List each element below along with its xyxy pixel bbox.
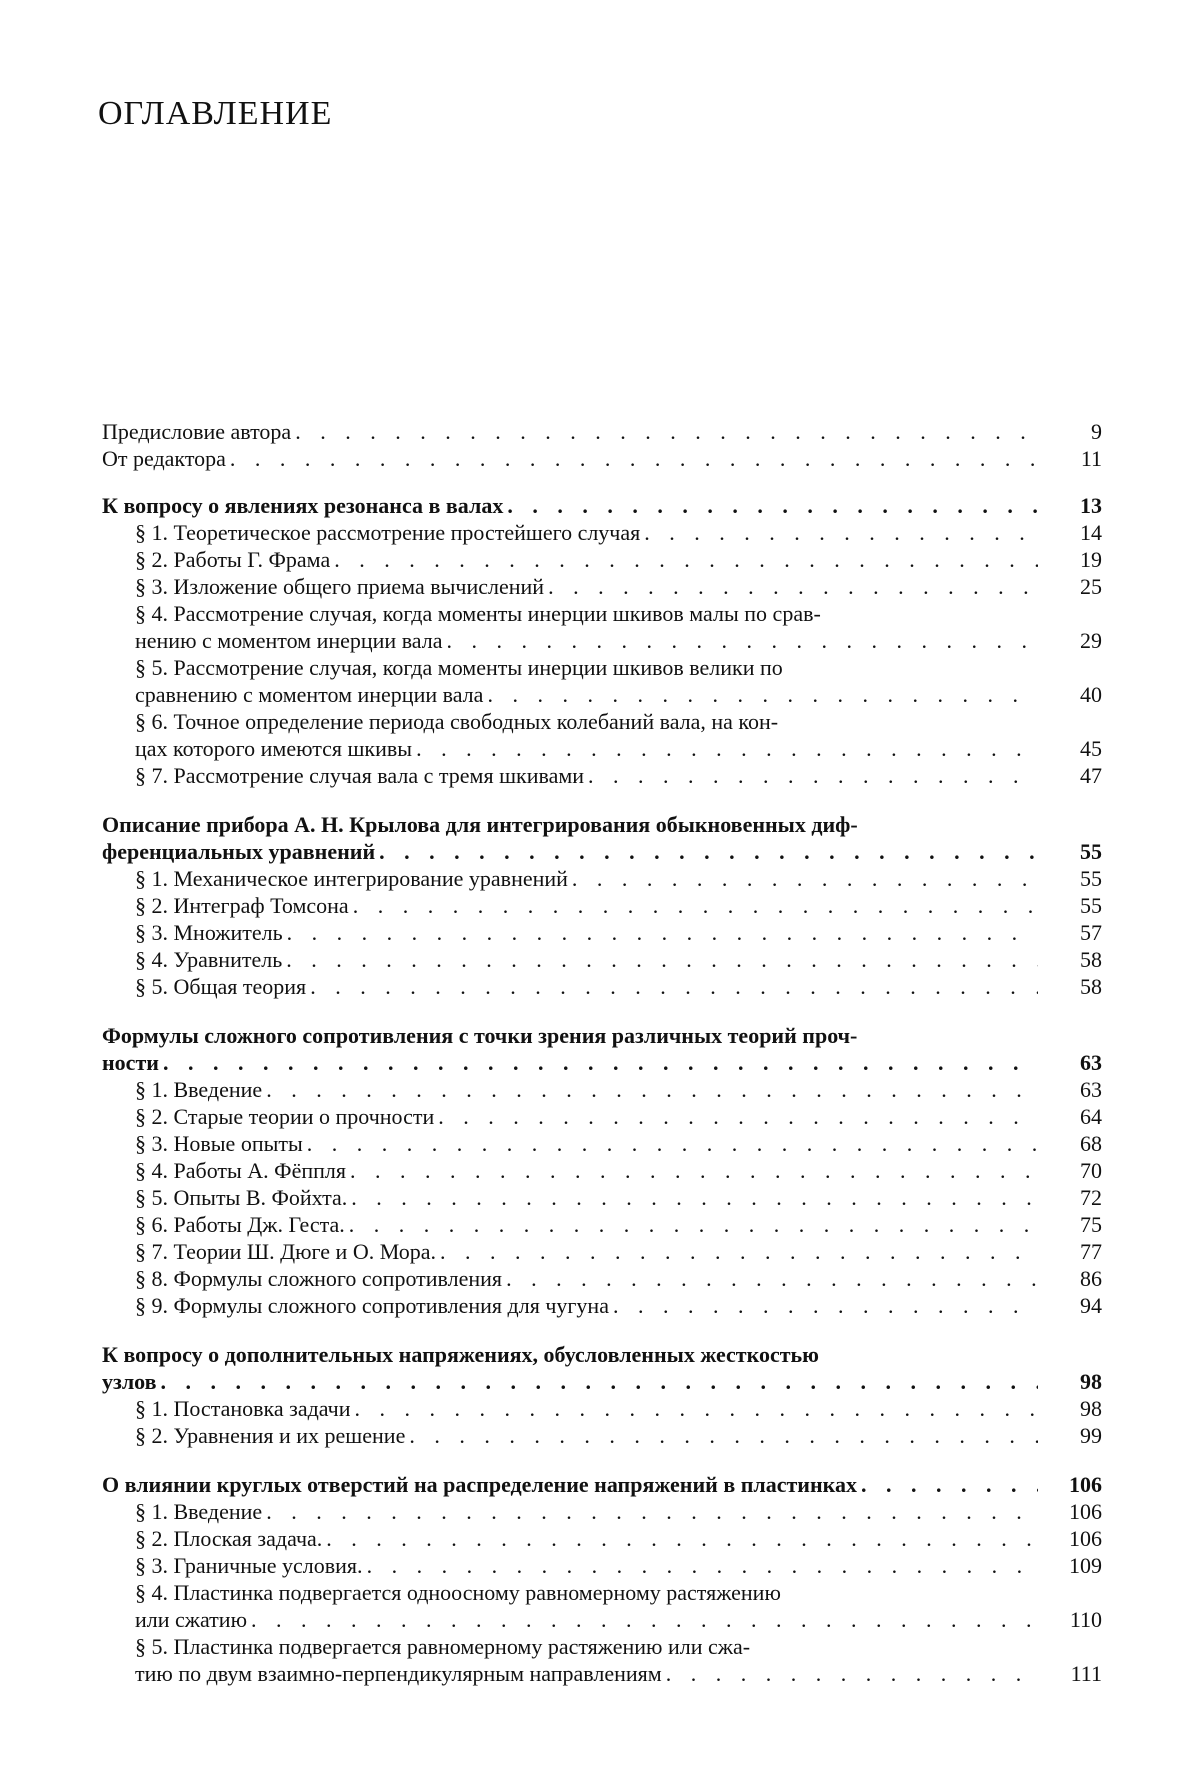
section-entry [102, 519, 1102, 546]
page-number: 47 [1080, 763, 1102, 788]
section-entry [102, 1238, 1102, 1265]
dot-leader [506, 1265, 1038, 1292]
entry-title: § 1. Введение [135, 1499, 263, 1524]
entry-last-line [102, 838, 1102, 865]
dot-leader [367, 1552, 1038, 1579]
entry-title-line: § 4. Пластинка подвергается одноосному равномерному растяжению [135, 1580, 781, 1605]
dot-leader [326, 1525, 1038, 1552]
section-entry [102, 1525, 1102, 1552]
entry-last-line [135, 735, 1102, 762]
chapter-entry [102, 1341, 1102, 1395]
entry-last-line [102, 1368, 1102, 1395]
dot-leader [588, 762, 1038, 789]
dot-leader [286, 946, 1038, 973]
dot-leader [230, 445, 1038, 472]
section-entry [102, 946, 1102, 973]
entry-title: § 1. Введение [135, 1077, 263, 1102]
page-number: 106 [1069, 1526, 1102, 1551]
page-number: 55 [1080, 839, 1102, 864]
entry-title: § 3. Граничные условия. [135, 1553, 363, 1578]
entry-last-line [135, 1076, 1102, 1103]
front-matter-entry [102, 445, 1102, 472]
entry-title: § 3. Множитель [135, 920, 283, 945]
entry-last-line [135, 1552, 1102, 1579]
spacer [102, 1449, 1102, 1471]
page-number: 99 [1080, 1423, 1102, 1448]
entry-title: От редактора [102, 446, 226, 471]
spacer [102, 789, 1102, 811]
spacer [102, 1319, 1102, 1341]
page-number: 94 [1080, 1293, 1102, 1318]
entry-last-line [135, 573, 1102, 600]
entry-title: § 8. Формулы сложного сопротивления [135, 1266, 503, 1291]
section-entry [102, 1157, 1102, 1184]
entry-last-line [102, 1471, 1102, 1498]
section-entry [102, 654, 1102, 708]
page-number: 75 [1080, 1212, 1102, 1237]
entry-title: или сжатию [135, 1607, 248, 1632]
entry-title: § 7. Теории Ш. Дюге и О. Мора. [135, 1239, 436, 1264]
entry-title: § 2. Старые теории о прочности [135, 1104, 435, 1129]
page-number: 29 [1080, 628, 1102, 653]
page-number: 68 [1080, 1131, 1102, 1156]
entry-last-line [102, 1049, 1102, 1076]
section-entry [102, 1211, 1102, 1238]
section-entry [102, 708, 1102, 762]
entry-title: § 5. Общая теория [135, 974, 307, 999]
dot-leader [161, 1368, 1038, 1395]
dot-leader [163, 1049, 1038, 1076]
entry-title: § 3. Новые опыты [135, 1131, 303, 1156]
entry-last-line [135, 892, 1102, 919]
entry-title: § 5. Опыты В. Фойхта. [135, 1185, 348, 1210]
dot-leader [487, 681, 1038, 708]
entry-last-line [135, 1103, 1102, 1130]
page-number: 106 [1069, 1499, 1102, 1524]
dot-leader [666, 1660, 1038, 1687]
section-entry [102, 1076, 1102, 1103]
entry-last-line [135, 519, 1102, 546]
entry-last-line [135, 1660, 1102, 1687]
page-number: 58 [1080, 947, 1102, 972]
section-entry [102, 762, 1102, 789]
entry-last-line [135, 546, 1102, 573]
entry-last-line [135, 1606, 1102, 1633]
entry-title: § 9. Формулы сложного сопротивления для чугуна [135, 1293, 609, 1318]
entry-title: § 1. Механическое интегрирование уравнений [135, 866, 568, 891]
entry-title: § 6. Работы Дж. Геста. [135, 1212, 345, 1237]
entry-last-line [102, 492, 1102, 519]
dot-leader [350, 1157, 1038, 1184]
entry-title: тию по двум взаимно-перпендикулярным направлениям [135, 1661, 662, 1686]
dot-leader [438, 1103, 1038, 1130]
entry-title: § 3. Изложение общего приема вычислений [135, 574, 545, 599]
page-number: 58 [1080, 974, 1102, 999]
dot-leader [266, 1076, 1038, 1103]
entry-last-line [135, 946, 1102, 973]
section-entry [102, 973, 1102, 1000]
entry-title: § 4. Работы А. Фёппля [135, 1158, 346, 1183]
page-number: 70 [1080, 1158, 1102, 1183]
entry-title: § 2. Плоская задача. [135, 1526, 323, 1551]
page-number: 57 [1080, 920, 1102, 945]
section-entry [102, 1130, 1102, 1157]
page-number: 25 [1080, 574, 1102, 599]
section-entry [102, 573, 1102, 600]
section-entry [102, 1292, 1102, 1319]
entry-title-line: Формулы сложного сопротивления с точки зрения различных теорий проч- [102, 1023, 858, 1048]
section-entry [102, 600, 1102, 654]
page-number: 55 [1080, 866, 1102, 891]
entry-title: К вопросу о явлениях резонанса в валах [102, 493, 504, 518]
entry-title: § 2. Уравнения и их решение [135, 1423, 406, 1448]
dot-leader [416, 735, 1038, 762]
section-entry [102, 546, 1102, 573]
spacer [102, 472, 1102, 492]
entry-title-line: § 5. Рассмотрение случая, когда моменты инерции шкивов велики по [135, 655, 783, 680]
section-entry [102, 1552, 1102, 1579]
dot-leader [310, 973, 1038, 1000]
entry-last-line [135, 1422, 1102, 1449]
entry-title: § 2. Интеграф Томсона [135, 893, 349, 918]
entry-title: ференциальных уравнений [102, 839, 376, 864]
entry-title: Предисловие автора [102, 419, 292, 444]
page-number: 106 [1069, 1472, 1102, 1497]
section-entry [102, 892, 1102, 919]
dot-leader [613, 1292, 1038, 1319]
dot-leader [353, 892, 1038, 919]
dot-leader [572, 865, 1038, 892]
page-number: 72 [1080, 1185, 1102, 1210]
dot-leader [440, 1238, 1038, 1265]
chapter-entry [102, 1471, 1102, 1498]
page-number: 86 [1080, 1266, 1102, 1291]
page-number: 111 [1070, 1661, 1102, 1686]
dot-leader [861, 1471, 1038, 1498]
page-title: ОГЛАВЛЕНИЕ [98, 95, 333, 132]
entry-last-line [135, 1525, 1102, 1552]
chapter-entry [102, 1022, 1102, 1076]
entry-title: § 2. Работы Г. Фрама [135, 547, 331, 572]
dot-leader [447, 627, 1038, 654]
section-entry [102, 1633, 1102, 1687]
entry-title: ности [102, 1050, 159, 1075]
section-entry [102, 919, 1102, 946]
entry-last-line [135, 627, 1102, 654]
entry-title: § 1. Постановка задачи [135, 1396, 351, 1421]
page-number: 11 [1080, 446, 1102, 471]
entry-title: § 7. Рассмотрение случая вала с тремя шкивами [135, 763, 585, 788]
dot-leader [307, 1130, 1038, 1157]
spacer [102, 1000, 1102, 1022]
entry-last-line [135, 919, 1102, 946]
dot-leader [287, 919, 1038, 946]
entry-last-line [135, 1238, 1102, 1265]
entry-title-line: К вопросу о дополнительных напряжениях, обусловленных жесткостью [102, 1342, 819, 1367]
entry-last-line [135, 865, 1102, 892]
entry-last-line [135, 1157, 1102, 1184]
entry-title: § 1. Теоретическое рассмотрение простейшего случая [135, 520, 641, 545]
page-number: 13 [1080, 493, 1102, 518]
entry-title-line: § 4. Рассмотрение случая, когда моменты инерции шкивов малы по срав- [135, 601, 821, 626]
front-matter-entry [102, 418, 1102, 445]
dot-leader [507, 492, 1038, 519]
page-number: 110 [1069, 1607, 1102, 1632]
section-entry [102, 865, 1102, 892]
page-number: 45 [1080, 736, 1102, 761]
page-number: 98 [1080, 1396, 1102, 1421]
entry-last-line [135, 1395, 1102, 1422]
entry-last-line [102, 418, 1102, 445]
entry-last-line [135, 1498, 1102, 1525]
entry-last-line [135, 762, 1102, 789]
entry-last-line [135, 1211, 1102, 1238]
section-entry [102, 1184, 1102, 1211]
entry-title: нению с моментом инерции вала [135, 628, 443, 653]
page-number: 14 [1080, 520, 1102, 545]
page-number: 19 [1080, 547, 1102, 572]
page-number: 64 [1080, 1104, 1102, 1129]
entry-title-line: Описание прибора А. Н. Крылова для интегрирования обыкновенных диф- [102, 812, 858, 837]
section-entry [102, 1498, 1102, 1525]
entry-last-line [135, 973, 1102, 1000]
entry-title-line: § 6. Точное определение периода свободных колебаний вала, на кон- [135, 709, 779, 734]
entry-title: сравнению с моментом инерции вала [135, 682, 484, 707]
section-entry [102, 1579, 1102, 1633]
dot-leader [355, 1395, 1039, 1422]
dot-leader [251, 1606, 1038, 1633]
dot-leader [379, 838, 1038, 865]
dot-leader [548, 573, 1038, 600]
dot-leader [351, 1184, 1038, 1211]
entry-title: О влиянии круглых отверстий на распределение напряжений в пластинках [102, 1472, 857, 1497]
table-of-contents [102, 418, 1102, 1687]
entry-last-line [135, 1130, 1102, 1157]
entry-last-line [135, 681, 1102, 708]
page-number: 40 [1080, 682, 1102, 707]
entry-last-line [102, 445, 1102, 472]
section-entry [102, 1265, 1102, 1292]
page-number: 77 [1080, 1239, 1102, 1264]
entry-last-line [135, 1292, 1102, 1319]
chapter-entry [102, 811, 1102, 865]
entry-last-line [135, 1184, 1102, 1211]
dot-leader [295, 418, 1038, 445]
dot-leader [349, 1211, 1038, 1238]
section-entry [102, 1395, 1102, 1422]
page-number: 98 [1080, 1369, 1102, 1394]
dot-leader [334, 546, 1038, 573]
entry-title: узлов [102, 1369, 157, 1394]
page-number: 109 [1069, 1553, 1102, 1578]
entry-last-line [135, 1265, 1102, 1292]
page-number: 55 [1080, 893, 1102, 918]
entry-title-line: § 5. Пластинка подвергается равномерному растяжению или сжа- [135, 1634, 751, 1659]
page-number: 63 [1080, 1050, 1102, 1075]
chapter-entry [102, 492, 1102, 519]
section-entry [102, 1422, 1102, 1449]
entry-title: цах которого имеются шкивы [135, 736, 413, 761]
dot-leader [644, 519, 1038, 546]
section-entry [102, 1103, 1102, 1130]
page-number: 63 [1080, 1077, 1102, 1102]
dot-leader [266, 1498, 1038, 1525]
dot-leader [409, 1422, 1038, 1449]
page-number: 9 [1091, 419, 1102, 444]
entry-title: § 4. Уравнитель [135, 947, 283, 972]
